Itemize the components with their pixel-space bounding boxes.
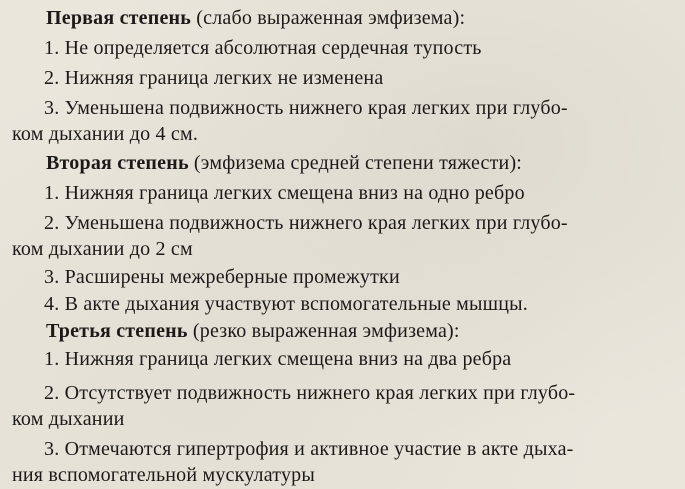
degree2-subtitle: (эмфизема средней степени тяжести): (188, 152, 523, 174)
degree1-heading (46, 6, 465, 30)
degree3-item-1: 1. Нижняя граница легких смещена вниз на два ребра (44, 348, 512, 370)
degree1-title: Первая степень (46, 7, 192, 29)
degree1-item-3-cont: ком дыхании до 4 см. (12, 123, 199, 145)
degree2-item-2-cont: ком дыхании до 2 см (12, 238, 193, 260)
degree1-item-2: 2. Нижняя граница легких не изменена (44, 67, 384, 89)
degree2-item-1: 1. Нижняя граница легких смещена вниз на одно ребро (44, 182, 525, 204)
degree2-heading (46, 151, 522, 175)
degree2-item-3: 3. Расширены межреберные промежутки (44, 266, 400, 288)
degree1-item-1: 1. Не определяется абсолютная сердечная тупость (44, 37, 482, 59)
degree2-title: Вторая степень (46, 152, 189, 174)
degree3-item-3-cont: ния вспомогательной мускулатуры (12, 464, 316, 486)
degree2-item-2: 2. Уменьшена подвижность нижнего края легких при глубо- (44, 212, 568, 234)
degree3-title: Третья степень (46, 320, 188, 342)
degree3-item-3: 3. Отмечаются гипертрофия и активное участие в акте дыха- (44, 438, 574, 460)
degree3-item-2: 2. Отсутствует подвижность нижнего края легких при глубо- (44, 382, 576, 404)
degree3-subtitle: (резко выраженная эмфизема): (187, 320, 460, 342)
degree1-item-3: 3. Уменьшена подвижность нижнего края легких при глубо- (44, 97, 568, 119)
degree3-heading (46, 319, 460, 343)
degree3-item-2-cont: ком дыхании (12, 408, 125, 430)
degree2-item-4: 4. В акте дыхания участвуют вспомогательные мышцы. (44, 293, 528, 315)
degree1-subtitle: (слабо выраженная эмфизема): (191, 7, 466, 29)
